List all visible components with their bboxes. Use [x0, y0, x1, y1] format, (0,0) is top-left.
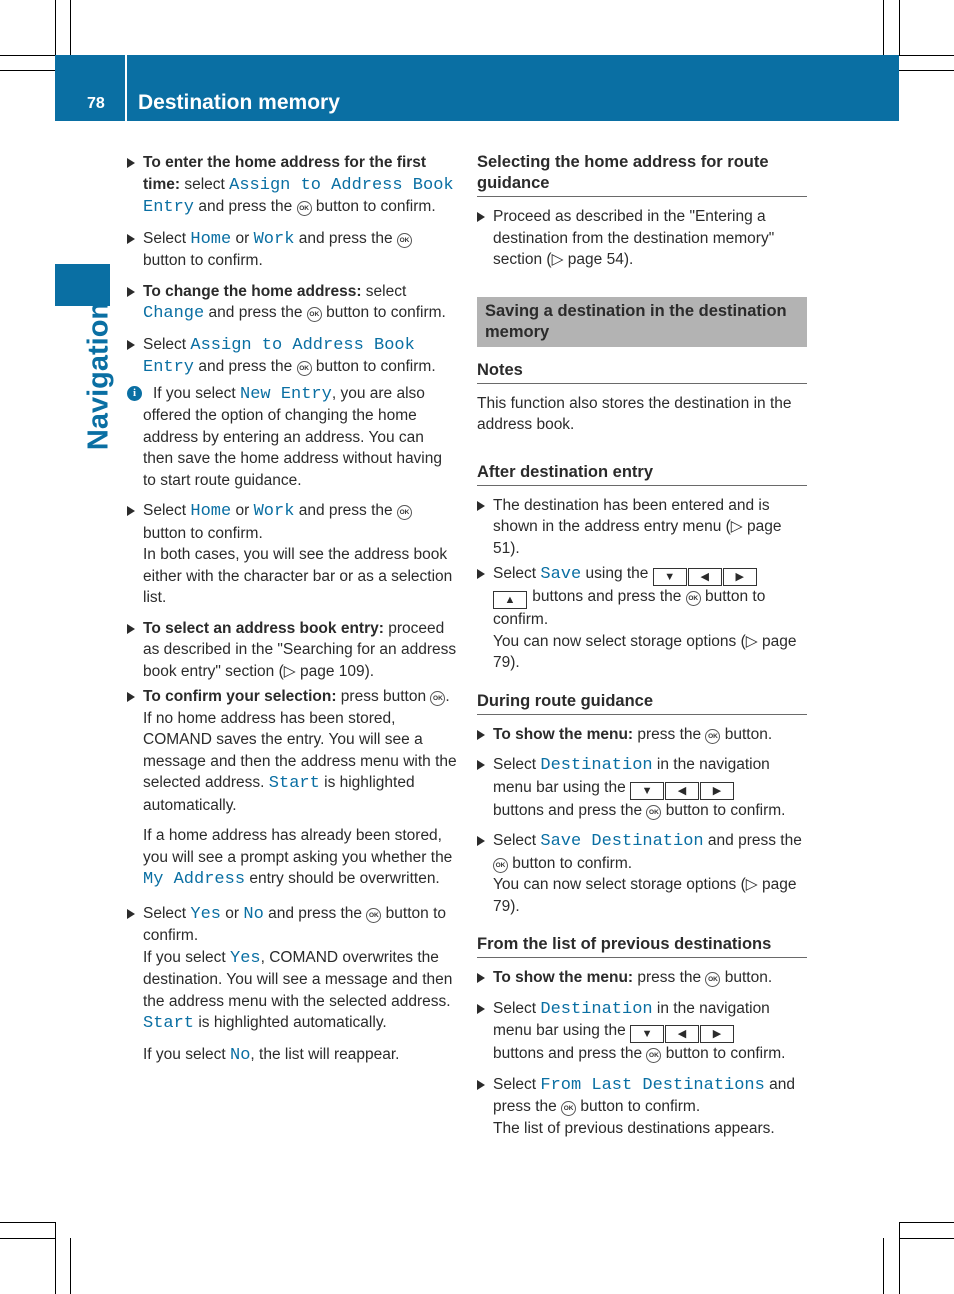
list-item: To show the menu: press the OK button. [477, 724, 807, 746]
left-arrow-key-icon: ◀ [688, 568, 722, 586]
list-item: Select Yes or No and press the OK button to confirm. If you select Yes, COMAND overwrites the destination. You will see a message and then the address menu with the selected address. Start is highlighted automatically. [127, 903, 457, 1035]
right-arrow-key-icon: ▶ [700, 782, 734, 800]
crop-mark [899, 1238, 954, 1239]
list-item: Select Destination in the navigation menu bar using the ▼ ◀ ▶ buttons and press the OK button to confirm. [477, 998, 807, 1065]
list-item: To change the home address: select Change and press the OK button to confirm. [127, 281, 457, 325]
bullet-triangle-icon [127, 909, 135, 919]
section-title: Destination memory [138, 91, 340, 114]
bullet-triangle-icon [477, 1004, 485, 1014]
ok-button-icon: OK [297, 201, 312, 216]
left-arrow-key-icon: ◀ [665, 1025, 699, 1043]
paragraph: If you select No, the list will reappear. [143, 1045, 400, 1065]
bullet-triangle-icon [127, 158, 135, 168]
bullet-triangle-icon [127, 340, 135, 350]
list-item: Select Save Destination and press the OK button to confirm. You can now select storage options (▷ page 79). [477, 830, 807, 917]
subsection-heading: After destination entry [477, 462, 807, 486]
ok-button-icon: OK [705, 972, 720, 987]
list-item: Select Save using the ▼ ◀ ▶ ▲ buttons and press the OK button to confirm. You can now select storage options (▷ page 79). [477, 563, 807, 674]
list-item: To enter the home address for the first time: select Assign to Address Book Entry and press the OK button to confirm. [127, 152, 457, 219]
list-item: Select Destination in the navigation menu bar using the ▼ ◀ ▶ buttons and press the OK button to confirm. [477, 754, 807, 821]
ok-button-icon: OK [561, 1101, 576, 1116]
list-item: Select From Last Destinations and press the OK button to confirm. The list of previous destinations appears. [477, 1074, 807, 1140]
bullet-triangle-icon [477, 973, 485, 983]
right-column [477, 152, 807, 1148]
side-tab-marker [55, 264, 110, 306]
crop-mark [899, 0, 900, 55]
list-item: Select Assign to Address Book Entry and press the OK button to confirm. [127, 334, 457, 379]
side-tab-label: Navigation [82, 301, 115, 451]
ok-button-icon: OK [646, 805, 661, 820]
down-arrow-key-icon: ▼ [630, 782, 664, 800]
ok-button-icon: OK [686, 591, 701, 606]
header-divider [125, 55, 127, 121]
ok-button-icon: OK [366, 908, 381, 923]
list-item: Select Home or Work and press the OK button to confirm. In both cases, you will see the address book either with the character bar or as a selection list. [127, 500, 457, 609]
list-item: Select Home or Work and press the OK button to confirm. [127, 228, 457, 272]
ok-button-icon: OK [397, 233, 412, 248]
page-header [55, 55, 899, 121]
crop-mark [70, 0, 71, 55]
list-item: The destination has been entered and is shown in the address entry menu (▷ page 51). [477, 495, 807, 560]
bullet-triangle-icon [477, 836, 485, 846]
subsection-heading: Notes [477, 360, 807, 384]
crop-mark [0, 1222, 55, 1223]
list-item: To show the menu: press the OK button. [477, 967, 807, 989]
crop-mark [70, 1238, 71, 1294]
info-icon: i [127, 386, 142, 401]
crop-mark [899, 1222, 954, 1223]
ok-button-icon: OK [705, 729, 720, 744]
ok-button-icon: OK [297, 361, 312, 376]
down-arrow-key-icon: ▼ [630, 1025, 664, 1043]
bullet-triangle-icon [477, 1080, 485, 1090]
bullet-triangle-icon [127, 234, 135, 244]
subsection-heading: Selecting the home address for route guidance [477, 152, 807, 197]
right-arrow-key-icon: ▶ [723, 568, 757, 586]
crop-mark [883, 1238, 884, 1294]
right-arrow-key-icon: ▶ [700, 1025, 734, 1043]
page-number: 78 [87, 95, 105, 112]
list-item: To select an address book entry: proceed as described in the "Searching for an address book entry" section (▷ page 109). [127, 618, 457, 683]
paragraph: This function also stores the destination in the address book. [477, 394, 792, 433]
ok-button-icon: OK [493, 858, 508, 873]
bullet-triangle-icon [127, 287, 135, 297]
ok-button-icon: OK [307, 307, 322, 322]
bullet-triangle-icon [477, 760, 485, 770]
subsection-heading: During route guidance [477, 691, 807, 715]
list-item: To confirm your selection: press button OK . If no home address has been stored, COMAND saves the entry. You will see a message and then the address menu with the selected address. Start is highlighted automatically. [127, 686, 457, 816]
bullet-triangle-icon [477, 730, 485, 740]
bullet-triangle-icon [477, 501, 485, 511]
up-arrow-key-icon: ▲ [493, 591, 527, 609]
paragraph: If a home address has already been stored, you will see a prompt asking you whether the My Address entry should be overwritten. [143, 827, 453, 889]
crop-mark [0, 1238, 55, 1239]
crop-mark [0, 70, 55, 71]
bullet-triangle-icon [127, 506, 135, 516]
left-column [127, 152, 457, 1075]
bullet-triangle-icon [127, 692, 135, 702]
bullet-triangle-icon [477, 212, 485, 222]
crop-mark [55, 0, 56, 55]
section-heading-box: Saving a destination in the destination memory [477, 297, 807, 347]
bullet-triangle-icon [477, 569, 485, 579]
bullet-triangle-icon [127, 624, 135, 634]
ok-button-icon: OK [397, 505, 412, 520]
crop-mark [0, 55, 55, 56]
crop-mark [899, 55, 954, 56]
left-arrow-key-icon: ◀ [665, 782, 699, 800]
ok-button-icon: OK [646, 1048, 661, 1063]
crop-mark [899, 1222, 900, 1294]
crop-mark [55, 1222, 56, 1294]
list-item: Proceed as described in the "Entering a destination from the destination memory" section (▷ page 54). [477, 206, 807, 271]
crop-mark [883, 0, 884, 55]
info-note: i If you select New Entry, you are also offered the option of changing the home address by entering an address. You can then save the home address without having to start route guidance. [127, 383, 457, 492]
down-arrow-key-icon: ▼ [653, 568, 687, 586]
subsection-heading: From the list of previous destinations [477, 934, 807, 958]
ok-button-icon: OK [430, 691, 445, 706]
crop-mark [899, 70, 954, 71]
